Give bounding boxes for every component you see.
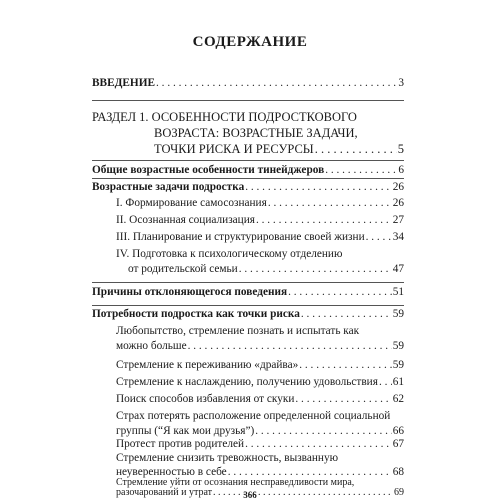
toc-entry-need-8[interactable] <box>116 478 404 498</box>
toc-entry-text: Протест против родителей <box>116 438 245 450</box>
toc-entry-need-4[interactable] <box>116 392 404 407</box>
page-number: 366 <box>243 490 257 500</box>
divider <box>92 282 404 283</box>
section-title-line: ВОЗРАСТА: ВОЗРАСТНЫЕ ЗАДАЧИ, <box>154 126 358 140</box>
toc-page-number: 6 <box>398 164 404 176</box>
toc-entry-text: II. Осознанная социализация <box>116 214 255 226</box>
toc-entry-text: Стремление к наслаждению, получению удовольствия <box>116 376 378 388</box>
dot-leader <box>315 141 397 157</box>
toc-entry-task-2[interactable] <box>116 213 404 228</box>
section-title-line: РАЗДЕЛ 1. ОСОБЕННОСТИ ПОДРОСТКОВОГО <box>92 110 357 124</box>
divider <box>92 160 404 161</box>
toc-entry-general[interactable] <box>92 163 404 178</box>
toc-entry-task-1[interactable] <box>116 196 404 211</box>
toc-page-number: 34 <box>392 231 404 243</box>
dot-leader <box>256 213 392 228</box>
toc-entry-task-3[interactable] <box>116 230 404 245</box>
toc-entry-text: неуверенностью в себе <box>116 466 227 478</box>
toc-entry-text: от родительской семьи <box>128 263 238 275</box>
dot-leader <box>366 230 392 245</box>
dot-leader <box>268 196 392 211</box>
divider <box>92 305 404 306</box>
toc-page-number: 69 <box>394 487 404 498</box>
toc-entry-text: Страх потерять расположение определенной социальной <box>116 410 391 422</box>
toc-page-number: 59 <box>392 340 404 352</box>
toc-entry-text: Возрастные задачи подростка <box>92 181 245 193</box>
dot-leader <box>156 76 397 91</box>
toc-page-number: 47 <box>392 263 404 275</box>
toc-entry-text: можно больше <box>116 340 187 352</box>
divider <box>92 178 404 179</box>
toc-page-number: 67 <box>392 438 404 450</box>
toc-entry-text: Общие возрастные особенности тинейджеров <box>92 164 325 176</box>
divider <box>92 100 404 101</box>
toc-entry-need-6[interactable] <box>116 437 404 451</box>
dot-leader <box>295 392 391 407</box>
toc-page-number: 59 <box>392 359 404 371</box>
toc-entry-task-4[interactable] <box>116 247 404 277</box>
toc-page-number: 62 <box>392 393 404 405</box>
dot-leader <box>288 285 392 300</box>
page-title: СОДЕРЖАНИЕ <box>192 34 308 50</box>
dot-leader <box>379 375 392 390</box>
dot-leader <box>245 437 392 451</box>
toc-entry-text: Стремление снизить тревожность, вызванную <box>116 452 339 464</box>
toc-entry-text: IV. Подготовка к психологическому отделению <box>116 248 343 260</box>
toc-entry-text: группы (“Я как мои друзья”) <box>116 425 255 437</box>
toc-entry-text: Поиск способов избавления от скуки <box>116 393 295 405</box>
toc-page-number: 26 <box>392 181 404 193</box>
toc-entry-text: I. Формирование самосознания <box>116 197 267 209</box>
toc-page-number: 5 <box>397 142 404 156</box>
toc-entry-need-2[interactable] <box>116 358 404 373</box>
toc-page-number: 51 <box>392 286 404 298</box>
section-title-line: ТОЧКИ РИСКА И РЕСУРСЫ <box>154 142 314 156</box>
toc-entry-text: Стремление к переживанию «драйва» <box>116 359 299 371</box>
toc-entry-text: Причины отклоняющегося поведения <box>92 286 288 298</box>
dot-leader <box>301 307 392 322</box>
toc-entry-text: Потребности подростка как точки риска <box>92 308 300 320</box>
toc-entry-need-3[interactable] <box>116 375 404 390</box>
toc-entry-needs[interactable] <box>92 307 404 322</box>
toc-page-number: 68 <box>392 466 404 478</box>
toc-entry-text: III. Планирование и структурирование своей жизни <box>116 231 365 243</box>
toc-entry-intro[interactable] <box>92 76 404 91</box>
toc-entry-need-7[interactable] <box>116 451 404 479</box>
toc-entry-section-1[interactable] <box>92 109 404 157</box>
dot-leader <box>239 262 392 277</box>
toc-entry-text: ВВЕДЕНИЕ <box>92 77 156 89</box>
toc-page-number: 3 <box>398 77 404 89</box>
dot-leader <box>245 180 391 195</box>
toc-entry-need-1[interactable] <box>116 324 404 354</box>
toc-entry-text: разочарований и утрат <box>116 487 213 498</box>
dot-leader <box>299 358 391 373</box>
toc-page-number: 59 <box>392 308 404 320</box>
dot-leader <box>188 339 392 354</box>
dot-leader <box>213 488 393 498</box>
toc-entry-need-5[interactable] <box>116 409 404 439</box>
toc-page-number: 66 <box>392 425 404 437</box>
toc-entry-tasks[interactable] <box>92 180 404 195</box>
toc-entry-deviant[interactable] <box>92 285 404 300</box>
toc-page-number: 61 <box>392 376 404 388</box>
toc-page-number: 26 <box>392 197 404 209</box>
toc-entry-text: Любопытство, стремление познать и испытать как <box>116 325 360 337</box>
toc-entry-text: Стремление уйти от осознания несправедливости мира, <box>116 477 355 488</box>
dot-leader <box>325 163 397 178</box>
toc-page-number: 27 <box>392 214 404 226</box>
